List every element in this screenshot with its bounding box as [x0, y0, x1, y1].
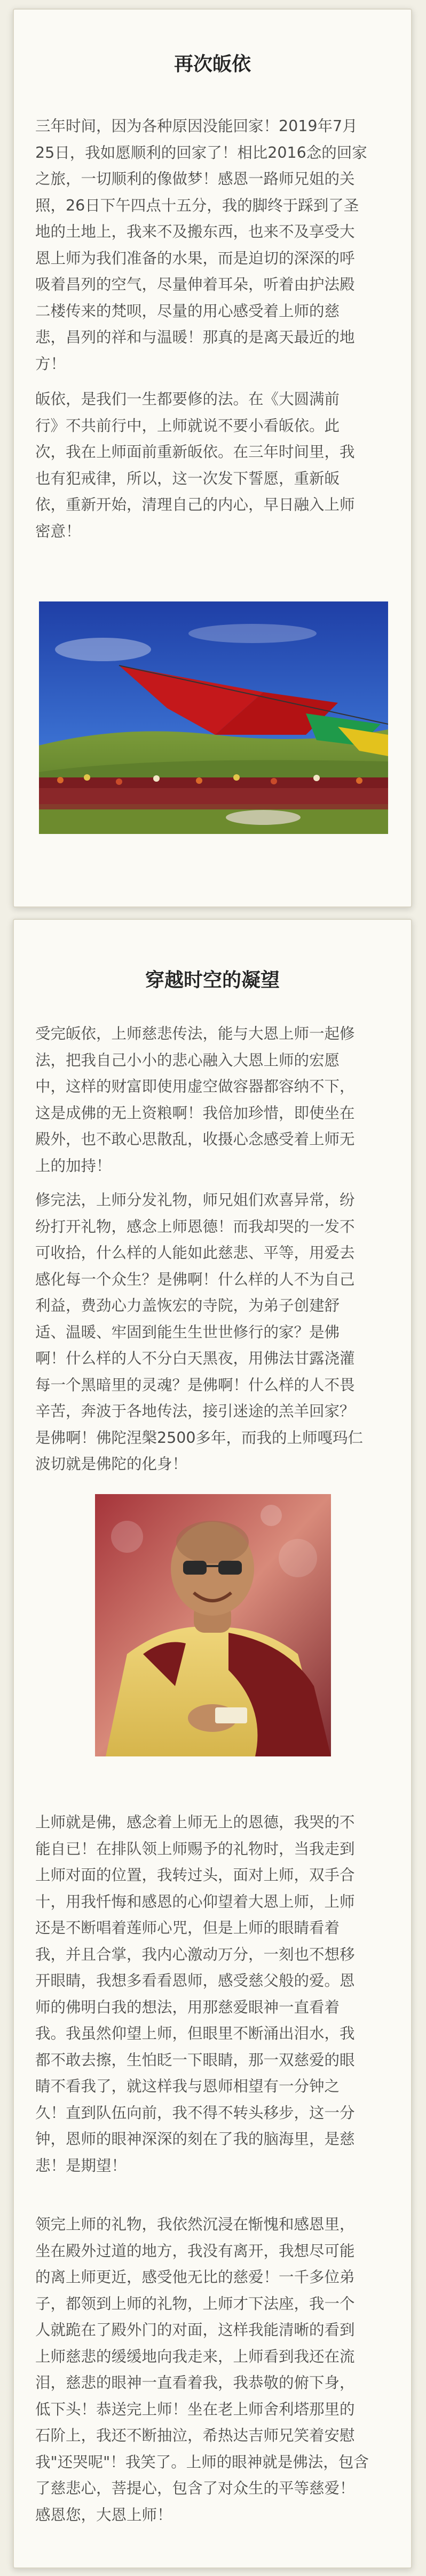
- paragraph: 领完上师的礼物，我依然沉浸在惭愧和感恩里， 坐在殿外过道的地方，我没有离开，我想尽可能 的离上师更近，感受他无比的慈爱！一千多位弟 子，都领到上师的礼物，上师才下法座，我一个 人就跪在了殿外门的对面，这样我能清晰的看到 上师慈悲的缓缓地向我走来，上师看到我还在流 泪，慈悲的眼神一直看着我，我恭敬的俯下身， 低下头！恭送完上师！坐在老上师舍利塔那里的 石阶上，我还不断抽泣，希热达吉师兄笑着安慰 我"还哭呢"！我笑了。上师的眼神就是佛法，包含 了慈悲心，菩提心，包含了对众生的平等慈爱！ 感恩您，大恩上师！: [35, 2216, 369, 2524]
- article-card-2: [13, 919, 412, 2569]
- lama-portrait-photo: [95, 1494, 331, 1756]
- grassland-prayer-flags-photo: [39, 601, 388, 834]
- paragraph: 三年时间，因为各种原因没能回家！2019年7月 25日，我如愿顺利的回家了！相比2016念的回家 之旅，一切顺利的像做梦！感恩一路师兄姐的关 照，26日下午四点十五分，我的脚终于踩到了圣 地的土地上，我来不及搬东西，也来不及享受大 恩上师为我们准备的水果，而是迫切的深深的呼 吸着昌列的空气，尽量伸着耳朵，听着由护法殿 二楼传来的梵呗，尽量的用心感受着上师的慈 悲，昌列的祥和与温暖！那真的是离天最近的地 方！: [35, 117, 367, 373]
- section-title: 再次皈依: [173, 53, 251, 75]
- paragraph: 受完皈依，上师慈悲传法，能与大恩上师一起修 法，把我自己小小的悲心融入大恩上师的宏愿 中，这样的财富即使用虚空做容器都容纳不下， 这是成佛的无上资粮啊！我倍加珍惜，即使坐在 殿外，也不敢心思散乱，收摄心念感受着上师无 上的加持！: [35, 1025, 355, 1175]
- paragraph: 修完法，上师分发礼物，师兄姐们欢喜异常，纷 纷打开礼物，感念上师恩德！而我却哭的一发不 可收拾，什么样的人能如此慈悲、平等，用爱去 感化每一个众生？是佛啊！什么样的人不为自己 利益，费劲心力盖恢宏的寺院，为弟子创建舒 适、温暖、牢固到能生生世世修行的家？是佛 啊！什么样的人不分白天黑夜，用佛法甘露浇灌 每一个黑暗里的灵魂？是佛啊！什么样的人不畏 辛苦，奔波于各地传法，接引迷途的羔羊回家？ 是佛啊！佛陀涅槃2500多年，而我的上师嘎玛仁 波切就是佛陀的化身！: [35, 1191, 364, 1473]
- paragraph: 上师就是佛，感念着上师无上的恩德，我哭的不 能自已！在排队领上师赐予的礼物时，当我走到 上师对面的位置，我转过头，面对上师，双手合 十，用我忏悔和感恩的心仰望着大恩上师，上师 还是不断唱着莲师心咒，但是上师的眼睛看着 我，并且合掌，我内心激动万分，一刻也不想移 开眼睛，我想多看看恩师，感受慈父般的爱。恩 师的佛明白我的想法，用那慈爱眼神一直看着 我。我虽然仰望上师，但眼里不断涌出泪水，我 都不敢去擦，生怕眨一下眼睛，那一双慈爱的眼 睛不看我了，就这样我与恩师相望有一分钟之 久！直到队伍向前，我不得不转头移步，这一分 钟，恩师的眼神深深的刻在了我的脑海里，是慈 悲！是期望！: [35, 1813, 355, 2174]
- section-title: 穿越时空的凝望: [145, 969, 280, 991]
- paragraph: 皈依，是我们一生都要修的法。在《大圆满前 行》不共前行中，上师就说不要小看皈依。此 次，我在上师面前重新皈依。在三年时间里，我 也有犯戒律，所以，这一次发下誓愿，重新皈 依，重新开始，清理自己的内心，早日融入上师 密意！: [35, 390, 355, 540]
- article-card-1: [13, 9, 412, 908]
